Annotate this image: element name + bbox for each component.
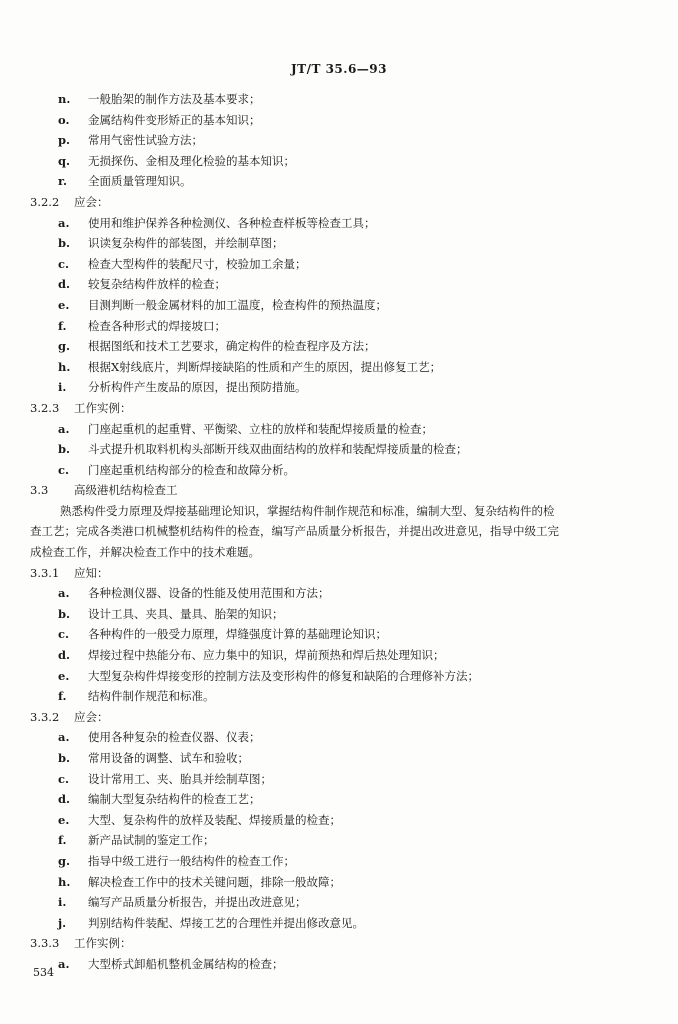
list-item	[30, 130, 650, 151]
list-item	[30, 810, 650, 831]
list-marker: a.	[58, 730, 70, 745]
list-item	[30, 666, 650, 687]
section-title: 应知：	[74, 565, 109, 580]
list-marker: f.	[58, 318, 67, 333]
list-item-text: 指导中级工进行一般结构件的检查工作；	[88, 853, 295, 868]
list-item	[30, 151, 650, 172]
list-marker: a.	[58, 586, 70, 601]
list-marker: p.	[58, 133, 71, 148]
list-item-text: 各种检测仪器、设备的性能及使用范围和方法；	[88, 586, 330, 601]
list-item-text: 使用各种复杂的检查仪器、仪表；	[88, 730, 261, 745]
list-item-text: 检查大型构件的装配尺寸，校验加工余量；	[88, 256, 307, 271]
list-item	[30, 377, 650, 398]
section-title: 工作实例：	[74, 936, 132, 951]
list-item-text: 常用设备的调整、试车和验收；	[88, 751, 249, 765]
section-number: 3.2.3	[30, 400, 60, 415]
list-marker: h.	[58, 359, 71, 374]
list-item	[30, 254, 650, 275]
list-marker: a.	[58, 421, 70, 436]
list-item-text: 设计工具、夹具、量具、胎架的知识；	[88, 606, 284, 621]
list-item	[30, 892, 650, 913]
list-marker: q.	[58, 153, 71, 168]
section-heading	[30, 398, 650, 419]
paragraph-line: 查工艺；完成各类港口机械整机结构件的检查，编写产品质量分析报告，并提出改进意见，指导中级工完	[30, 524, 559, 539]
list-marker: r.	[58, 174, 68, 189]
list-marker: e.	[58, 812, 70, 827]
list-marker: c.	[58, 771, 70, 786]
list-item-text: 全面质量管理知识。	[88, 174, 192, 189]
list-marker: b.	[58, 442, 71, 457]
list-item	[30, 89, 650, 110]
list-marker: d.	[58, 648, 71, 663]
list-marker: c.	[58, 256, 70, 271]
section-heading	[30, 933, 650, 954]
list-marker: c.	[58, 462, 70, 477]
list-marker: i.	[58, 380, 67, 395]
list-item	[30, 727, 650, 748]
list-item-text: 分析构件产生废品的原因，提出预防措施。	[88, 380, 307, 395]
list-item-text: 目测判断一般金属材料的加工温度，检查构件的预热温度；	[88, 297, 387, 312]
list-item	[30, 233, 650, 254]
list-item-text: 无损探伤、金相及理化检验的基本知识；	[88, 153, 295, 168]
list-marker: i.	[58, 895, 67, 910]
list-item	[30, 295, 650, 316]
list-item-text: 判别结构件装配、焊接工艺的合理性并提出修改意见。	[88, 915, 364, 930]
list-item-text: 解决检查工作中的技术关键问题，排除一般故障；	[88, 874, 341, 889]
list-marker: f.	[58, 689, 67, 704]
paragraph-line: 成检查工作，并解决检查工作中的技术难题。	[30, 545, 260, 560]
list-item-text: 根据图纸和技术工艺要求，确定构件的检查程序及方法；	[88, 339, 376, 354]
section-heading	[30, 707, 650, 728]
list-item-text: 根据X射线底片，判断焊接缺陷的性质和产生的原因，提出修复工艺；	[88, 359, 442, 374]
list-marker: n.	[58, 92, 71, 106]
section-number: 3.3.3	[30, 936, 60, 951]
list-item-text: 金属结构件变形矫正的基本知识；	[88, 112, 261, 127]
section-number: 3.2.2	[30, 194, 60, 209]
list-marker: g.	[58, 853, 71, 868]
list-item	[30, 645, 650, 666]
list-item	[30, 460, 650, 481]
list-item-text: 设计常用工、夹、胎具并绘制草图；	[88, 771, 272, 786]
list-item-text: 门座起重机结构部分的检查和故障分析。	[88, 462, 295, 477]
list-marker: a.	[58, 956, 70, 971]
list-marker: e.	[58, 297, 70, 312]
list-marker: h.	[58, 874, 71, 889]
list-item	[30, 336, 650, 357]
list-marker: g.	[58, 339, 71, 354]
section-heading	[30, 563, 650, 584]
page-number: 534	[33, 966, 54, 979]
list-marker: j.	[58, 915, 67, 930]
list-item	[30, 439, 650, 460]
list-marker: d.	[58, 277, 71, 292]
list-item	[30, 274, 650, 295]
list-item	[30, 830, 650, 851]
list-item-text: 门座起重机的起重臂、平衡梁、立柱的放样和装配焊接质量的检查；	[88, 421, 433, 436]
list-marker: b.	[58, 751, 71, 765]
list-marker: b.	[58, 236, 71, 251]
list-item-text: 焊接过程中热能分布、应力集中的知识，焊前预热和焊后热处理知识；	[88, 648, 445, 663]
section-title: 应会：	[74, 709, 109, 724]
list-item-text: 大型桥式卸船机整机金属结构的检查；	[88, 956, 284, 971]
section-title: 高级港机结构检查工	[74, 483, 178, 498]
section-heading	[30, 192, 650, 213]
list-item	[30, 419, 650, 440]
list-item-text: 常用气密性试验方法；	[88, 133, 203, 148]
list-item-text: 结构件制作规范和标准。	[88, 689, 215, 704]
section-title: 应会：	[74, 194, 109, 209]
list-item	[30, 357, 650, 378]
section-number: 3.3.1	[30, 565, 60, 580]
list-marker: a.	[58, 215, 70, 230]
list-item	[30, 316, 650, 337]
list-item	[30, 604, 650, 625]
list-item-text: 识读复杂构件的部装图，并绘制草图；	[88, 236, 284, 251]
list-item	[30, 748, 650, 769]
list-item	[30, 872, 650, 893]
list-marker: b.	[58, 606, 71, 621]
section-number: 3.3.2	[30, 709, 60, 724]
list-marker: c.	[58, 627, 70, 642]
section-heading	[30, 480, 650, 501]
paragraph-line: 熟悉构件受力原理及焊接基础理论知识，掌握结构件制作规范和标准，编制大型、复杂结构件的检	[60, 503, 555, 518]
document-body	[30, 89, 650, 975]
list-item-text: 各种构件的一般受力原理，焊缝强度计算的基础理论知识；	[88, 627, 387, 642]
list-item-text: 大型复杂构件焊接变形的控制方法及变形构件的修复和缺陷的合理修补方法；	[88, 668, 479, 683]
list-item	[30, 624, 650, 645]
list-item	[30, 954, 650, 975]
list-item	[30, 171, 650, 192]
list-item-text: 较复杂结构件放样的检查；	[88, 277, 226, 292]
list-item-text: 使用和维护保养各种检测仪、各种检查样板等检查工具；	[88, 215, 376, 230]
list-item-text: 一般胎架的制作方法及基本要求；	[88, 92, 261, 106]
standard-header: JT/T 35.6—93	[290, 62, 388, 76]
list-item	[30, 583, 650, 604]
list-item-text: 检查各种形式的焊接坡口；	[88, 318, 226, 333]
list-item	[30, 789, 650, 810]
list-marker: f.	[58, 833, 67, 848]
list-item	[30, 686, 650, 707]
list-item	[30, 913, 650, 934]
section-number: 3.3	[30, 483, 49, 498]
list-item	[30, 769, 650, 790]
section-title: 工作实例：	[74, 400, 132, 415]
list-item-text: 大型、复杂构件的放样及装配、焊接质量的检查；	[88, 812, 341, 827]
list-item-text: 编制大型复杂结构件的检查工艺；	[88, 792, 261, 807]
list-item	[30, 213, 650, 234]
list-item-text: 编写产品质量分析报告，并提出改进意见；	[88, 895, 307, 910]
list-item-text: 斗式提升机取料机构头部断开线双曲面结构的放样和装配焊接质量的检查；	[88, 442, 468, 457]
list-item	[30, 110, 650, 131]
list-item	[30, 851, 650, 872]
list-marker: o.	[58, 112, 70, 127]
list-marker: e.	[58, 668, 70, 683]
list-item-text: 新产品试制的鉴定工作；	[88, 833, 215, 848]
list-marker: d.	[58, 792, 71, 807]
